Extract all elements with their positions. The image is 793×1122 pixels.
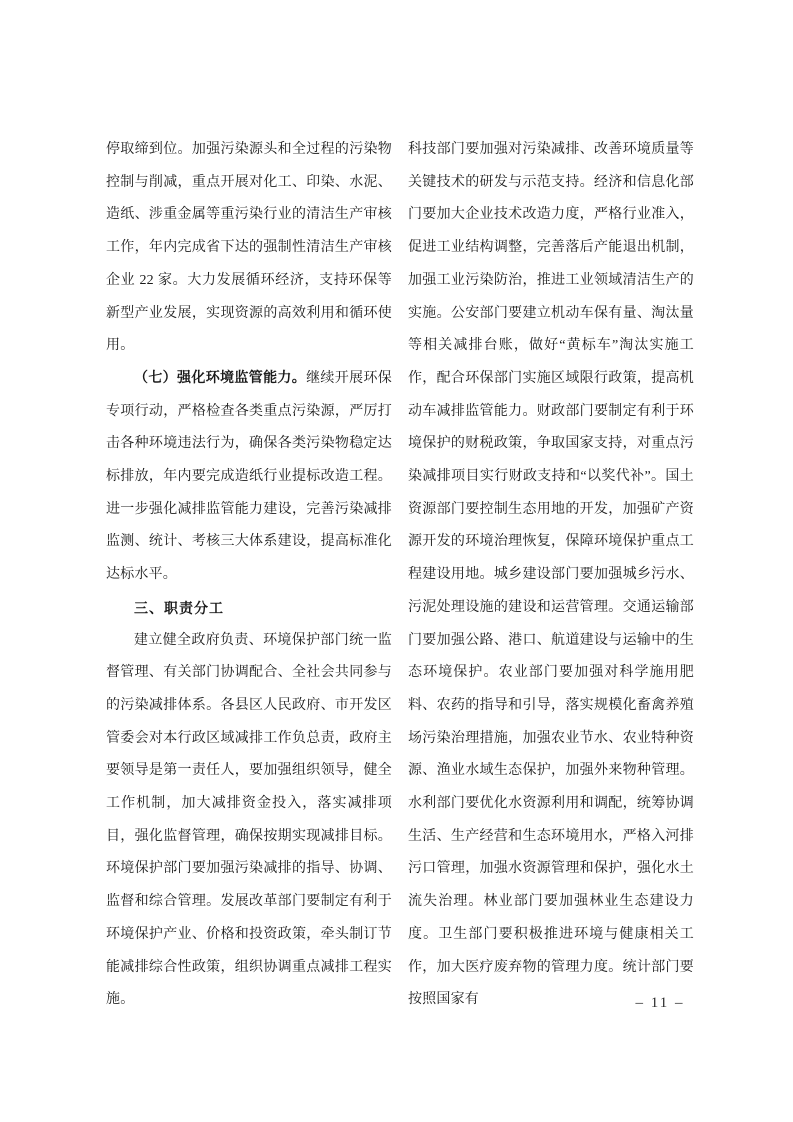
paragraph-department-responsibilities: 科技部门要加强对污染减排、改善环境质量等关键技术的研发与示范支持。经济和信息化部门要加大企业技术改造力度，严格行业准入，促进工业结构调整，完善落后产能退出机制，加强工业污染防治，推进工业领域清洁生产的实施。公安部门要建立机动车保有量、淘汰量等相关减排台账，做好“黄标车”淘汰实施工作，配合环保部门实施区域限行政策，提高机动车减排监管能力。财政部门要制定有利于环境保护的财税政策，争取国家支持，对重点污染减排项目实行财政支持和“以奖代补”。国土资源部门要控制生态用地的开发，加强矿产资源开发的环境治理恢复，保障环境保护重点工程建设用地。城乡建设部门要加强城乡污水、污泥处理设施的建设和运营管理。交通运输部门要加强公路、港口、航道建设与运输中的生态环境保护。农业部门要加强对科学施用肥料、农药的指导和引导，落实规模化畜禽养殖场污染治理措施，加强农业节水、农业特种资源、渔业水域生态保护，加强外来物种管理。水利部门要优化水资源利用和调配，统筹协调生活、生产经营和生态环境用水，严格入河排污口管理，加强水资源管理和保护，强化水土流失治理。林业部门要加强林业生态建设力度。卫生部门要积极推进环境与健康相关工作，加大医疗废弃物的管理力度。统计部门要按照国家有 <box>408 142 694 1008</box>
paragraph-duty-division: 建立健全政府负责、环境保护部门统一监督管理、有关部门协调配合、全社会共同参与的污染减排体系。各县区人民政府、市开发区管委会对本行政区域减排工作负总责，政府主要领导是第一责任人，要加强组织领导，健全工作机制，加大减排资金投入，落实减排项目，强化监督管理，确保按期实现减排目标。环境保护部门要加强污染减排的指导、协调、监督和综合管理。发展改革部门要制定有利于环境保护产业、价格和投资政策，牵头制订节能减排综合性政策，组织协调重点减排工程实施。 <box>106 632 392 1008</box>
paragraph-cleanup-continuation: 停取缔到位。加强污染源头和全过程的污染物控制与削减，重点开展对化工、印染、水泥、造纸、涉重金属等重污染行业的清洁生产审核工作，年内完成省下达的强制性清洁生产审核企业 22 家。大力发展循环经济，支持环保等新型产业发展，实现资源的高效利用和循环使用。 <box>106 142 392 354</box>
heading-duty-division: 三、职责分工 <box>134 599 224 616</box>
left-text-column <box>106 134 392 1017</box>
section-seven-body-text: 继续开展环保专项行动，严格检查各类重点污染源，严厉打击各种环境违法行为，确保各类污染物稳定达标排放，年内要完成造纸行业提标改造工程。进一步强化减排监管能力建设，完善污染减排监测、统计、考核三大体系建设，提高标准化达标水平。 <box>106 370 392 583</box>
right-text-column <box>408 134 694 1017</box>
page-number: – 11 – <box>635 995 685 1011</box>
section-seven-inline-heading: （七）强化环境监管能力。 <box>134 370 307 386</box>
paragraph-section-seven <box>106 363 392 592</box>
